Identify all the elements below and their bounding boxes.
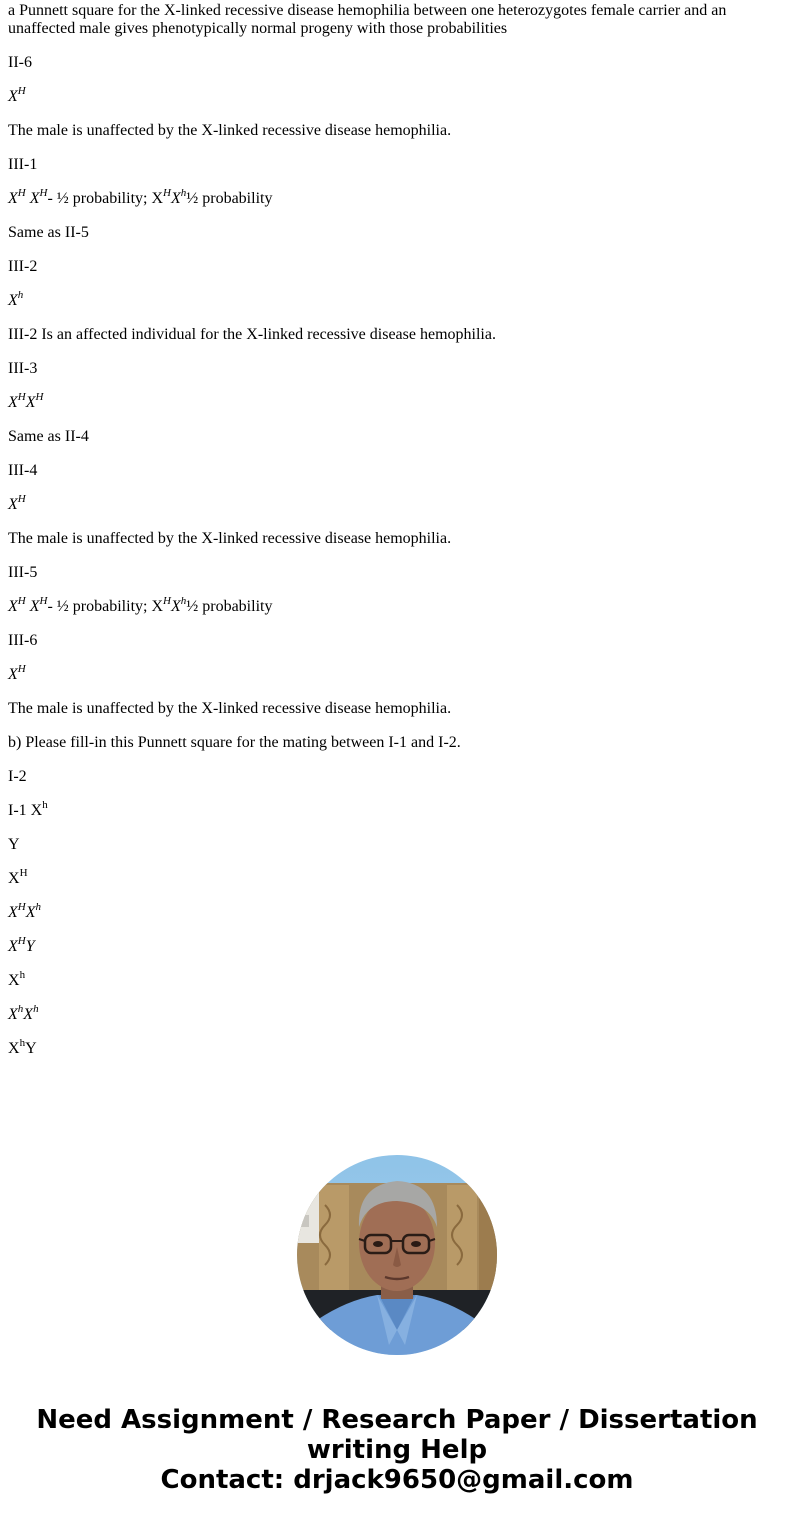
allele-base: X: [8, 1040, 20, 1057]
genotype-probabilities: [8, 186, 786, 208]
punnett-col-y: Y: [8, 836, 20, 853]
genotype: [8, 288, 786, 310]
allele-sup: H: [17, 186, 26, 199]
allele-base: X: [170, 598, 181, 615]
allele-base: X: [8, 394, 18, 411]
genotype: [8, 84, 786, 106]
entry-label: III-2: [8, 258, 38, 275]
allele-base: X: [8, 292, 18, 309]
intro-text: a Punnett square for the X-linked recessive disease hemophilia between one heterozygotes female carrier and an unaffected male gives phenotypically normal progeny with those probabilities: [8, 2, 727, 37]
allele-sup: H: [17, 662, 26, 675]
allele-base: X: [170, 190, 181, 207]
allele-base: X: [8, 598, 18, 615]
punnett-cell-XhXh: [8, 1002, 786, 1024]
allele-sup: H: [17, 934, 26, 947]
allele-base: X: [8, 88, 18, 105]
tutor-photo: [297, 1155, 497, 1355]
part-b-question: b) Please fill-in this Punnett square for the mating between I-1 and I-2.: [8, 734, 461, 751]
entry-label: III-6: [8, 632, 38, 649]
entry-label: III-1: [8, 156, 38, 173]
promo-footer: [0, 1405, 794, 1495]
punnett-header-i2: I-2: [8, 768, 27, 785]
allele-base: X: [8, 190, 18, 207]
allele-sup: H: [17, 900, 26, 913]
allele-sup: H: [163, 186, 171, 199]
promo-line-2: writing Help: [306, 1435, 488, 1465]
allele-sup: h: [33, 1002, 39, 1015]
allele-sup: h: [17, 1002, 24, 1015]
genotype: [8, 662, 786, 684]
allele-base: X: [8, 972, 20, 989]
entry-note: The male is unaffected by the X-linked recessive disease hemophilia.: [8, 122, 452, 139]
allele-sup: h: [42, 798, 48, 811]
allele-sup: H: [17, 492, 26, 505]
allele-sup: H: [17, 390, 26, 403]
entry-label: III-3: [8, 360, 38, 377]
punnett-allele-XH: [8, 866, 786, 888]
allele-base: X: [25, 598, 40, 615]
allele-base: X: [8, 1006, 18, 1023]
entry-note: III-2 Is an affected individual for the X-linked recessive disease hemophilia.: [8, 326, 496, 343]
row-label-text: I-1 X: [8, 802, 43, 819]
allele-base: X: [25, 190, 40, 207]
entry-label: III-5: [8, 564, 38, 581]
allele-base: X: [8, 870, 20, 887]
punnett-allele-Xh: [8, 968, 786, 990]
allele-base: Y: [25, 1040, 37, 1057]
allele-base: Y: [25, 938, 35, 955]
allele-sup: h: [35, 900, 42, 913]
allele-sup: h: [180, 594, 187, 607]
entry-note: The male is unaffected by the X-linked recessive disease hemophilia.: [8, 530, 452, 547]
probability-text: - ½ probability; X: [47, 598, 164, 615]
probability-text: - ½ probability; X: [47, 190, 164, 207]
allele-base: X: [23, 1006, 34, 1023]
punnett-cell-XHY: [8, 934, 786, 956]
allele-base: X: [25, 904, 36, 921]
allele-sup: H: [163, 594, 171, 607]
portrait-image: [297, 1155, 497, 1355]
genotype: [8, 390, 786, 412]
entry-label: II-6: [8, 54, 32, 71]
probability-text: ½ probability: [186, 190, 273, 207]
allele-sup: H: [19, 866, 28, 879]
punnett-cell-XHXh: [8, 900, 786, 922]
allele-sup: h: [19, 1036, 26, 1049]
allele-sup: H: [39, 594, 48, 607]
allele-sup: H: [17, 84, 26, 97]
probability-text: ½ probability: [186, 598, 273, 615]
genotype: [8, 492, 786, 514]
allele-base: X: [8, 496, 18, 513]
allele-sup: h: [180, 186, 187, 199]
allele-sup: H: [39, 186, 48, 199]
genotype-probabilities: [8, 594, 786, 616]
allele-base: X: [8, 938, 18, 955]
punnett-cell-XhY: [8, 1036, 786, 1058]
allele-sup: h: [17, 288, 24, 301]
punnett-row-label-i1: [8, 798, 786, 820]
entry-note: Same as II-5: [8, 224, 89, 241]
entry-note: The male is unaffected by the X-linked recessive disease hemophilia.: [8, 700, 452, 717]
allele-base: X: [8, 666, 18, 683]
allele-sup: h: [19, 968, 26, 981]
entry-note: Same as II-4: [8, 428, 89, 445]
promo-line-1: Need Assignment / Research Paper / Dissertation: [36, 1405, 758, 1435]
contact-email: Contact: drjack9650@gmail.com: [160, 1465, 634, 1495]
allele-base: X: [25, 394, 36, 411]
entry-label: III-4: [8, 462, 38, 479]
allele-sup: H: [17, 594, 26, 607]
allele-sup: H: [35, 390, 44, 403]
allele-base: X: [8, 904, 18, 921]
document-body: [0, 2, 794, 1058]
